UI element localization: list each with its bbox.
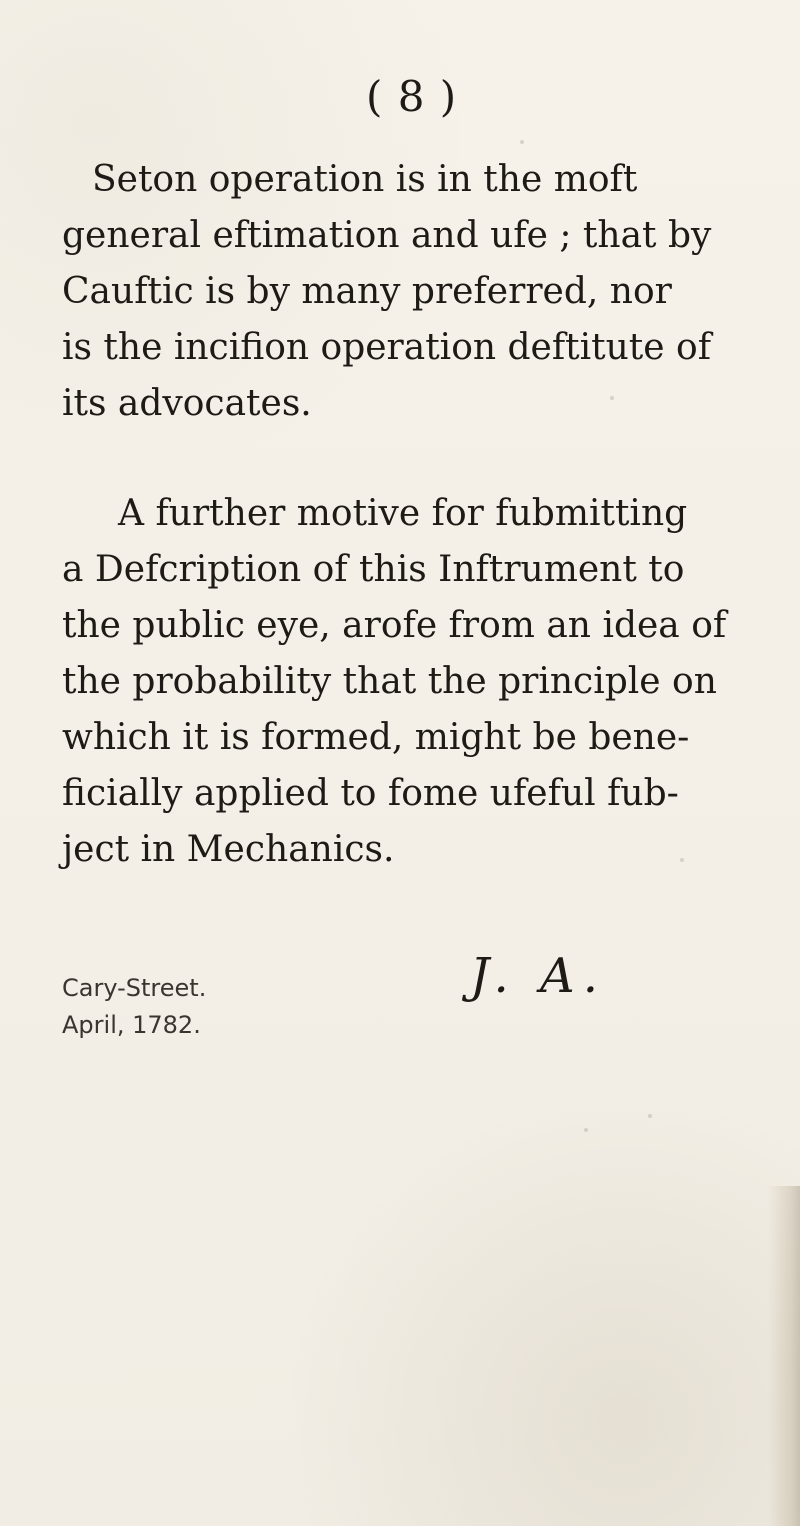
paragraph-1-line-3: Cauftic is by many preferred, nor [62, 271, 672, 312]
paper-speck [648, 1114, 652, 1118]
paragraph-2-line-1: A further motive for fubmitting [118, 493, 688, 534]
paragraph-1-line-5: its advocates. [62, 383, 312, 424]
signature-initials: J. A. [470, 948, 606, 1004]
signature-date: April, 1782. [62, 1011, 201, 1039]
paragraph-2-line-4: the probability that the principle on [62, 661, 717, 702]
page-edge-shadow [768, 1186, 800, 1526]
signature-place: Cary-Street. [62, 974, 207, 1002]
paper-speck [680, 858, 684, 862]
paragraph-2-line-7: ject in Mechanics. [62, 829, 395, 870]
page-number: ( 8 ) [366, 72, 458, 121]
paragraph-2 [62, 486, 746, 878]
paragraph-1 [62, 152, 746, 432]
paragraph-1-line-2: general eftimation and ufe ; that by [62, 215, 712, 256]
paragraph-1-line-1: Seton operation is in the moft [92, 159, 638, 200]
paragraph-2-line-3: the public eye, arofe from an idea of [62, 605, 727, 646]
paragraph-2-line-5: which it is formed, might be bene- [62, 717, 690, 758]
paper-speck [584, 1128, 588, 1132]
paper-speck [610, 396, 614, 400]
paragraph-1-line-4: is the incifion operation deftitute of [62, 327, 712, 368]
paper-speck [520, 140, 524, 144]
signature-place-date [62, 970, 362, 1044]
paragraph-2-line-6: ficially applied to fome ufeful fub- [62, 773, 679, 814]
paragraph-2-line-2: a Defcription of this Inftrument to [62, 549, 685, 590]
